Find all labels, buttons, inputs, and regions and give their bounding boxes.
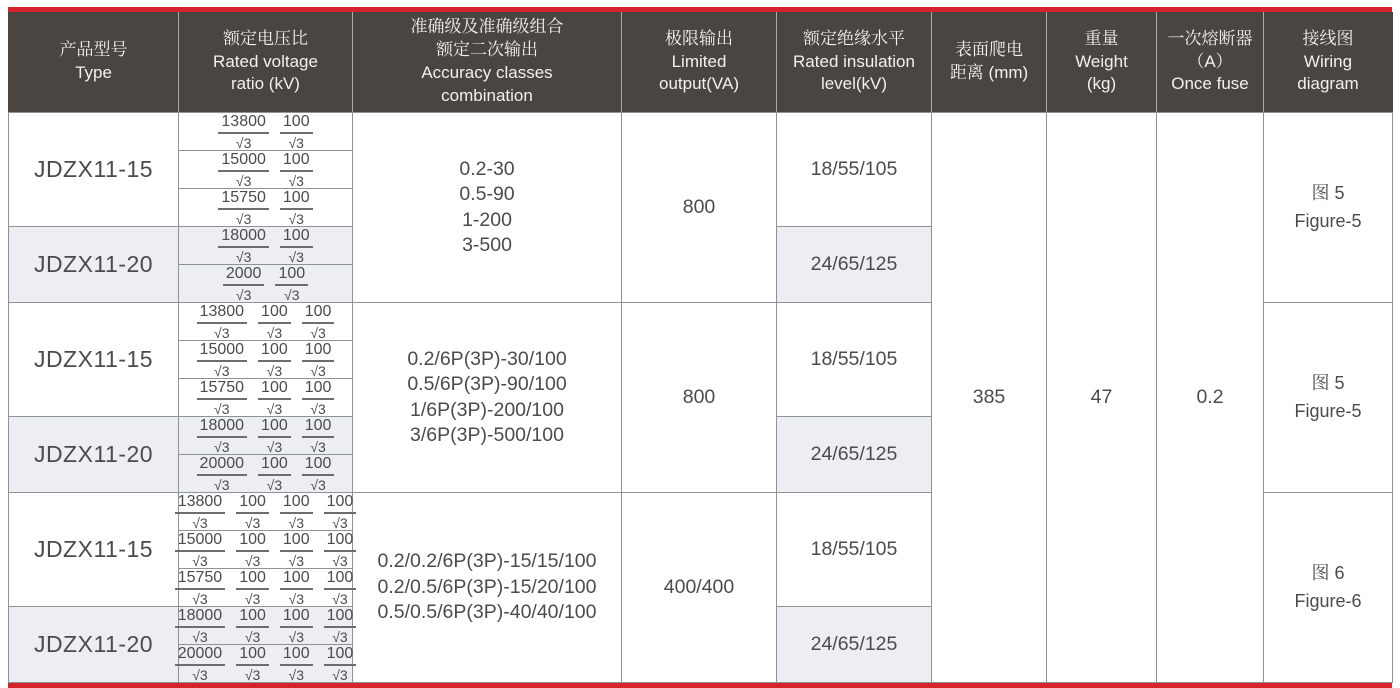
ratio-cell bbox=[179, 531, 353, 569]
ratio-fraction bbox=[324, 607, 357, 644]
fraction-numerator: 100 bbox=[302, 455, 335, 476]
ratio-fraction bbox=[223, 265, 265, 302]
fraction-denominator: √3 bbox=[288, 591, 304, 607]
ratio-fraction bbox=[280, 531, 313, 568]
fraction-denominator: √3 bbox=[192, 553, 208, 569]
ratio-fraction bbox=[280, 569, 313, 606]
ratio-cell bbox=[179, 265, 353, 303]
ratio-fraction bbox=[197, 417, 248, 454]
output-cell: 800 bbox=[622, 303, 777, 493]
fraction-numerator: 18000 bbox=[218, 227, 269, 248]
ratio-fraction bbox=[236, 531, 269, 568]
fraction-numerator: 100 bbox=[275, 265, 308, 286]
col-header-fuse bbox=[1157, 12, 1264, 113]
fraction-numerator: 100 bbox=[236, 493, 269, 514]
fraction-denominator: √3 bbox=[244, 591, 261, 607]
type-cell: JDZX11-20 bbox=[9, 227, 179, 303]
ratio-cell bbox=[179, 113, 353, 151]
ratio-fraction bbox=[280, 493, 313, 530]
ratio-cell bbox=[179, 227, 353, 265]
ratio-fraction bbox=[280, 151, 313, 188]
accuracy-line: 0.2/0.2/6P(3P)-15/15/100 bbox=[377, 550, 597, 573]
fraction-denominator: √3 bbox=[310, 477, 326, 493]
accuracy-cell bbox=[353, 303, 622, 493]
ratio-fraction bbox=[324, 531, 357, 568]
ratio-fraction bbox=[175, 645, 226, 682]
ratio-fraction bbox=[302, 455, 335, 492]
insulation-cell: 18/55/105 bbox=[777, 493, 932, 607]
fraction-numerator: 100 bbox=[236, 531, 269, 552]
ratio-fraction bbox=[280, 607, 313, 644]
voltage-ratio bbox=[177, 607, 354, 645]
creepage-cell: 385 bbox=[932, 113, 1047, 683]
col-header-line: Rated voltage bbox=[213, 51, 318, 71]
datasheet-page bbox=[8, 7, 1392, 688]
fraction-numerator: 100 bbox=[324, 493, 357, 514]
fraction-numerator: 100 bbox=[280, 607, 313, 628]
accuracy-line: 0.2-30 bbox=[459, 157, 515, 180]
fraction-numerator: 100 bbox=[302, 417, 335, 438]
fraction-denominator: √3 bbox=[214, 401, 230, 417]
fraction-numerator: 15750 bbox=[218, 189, 269, 210]
ratio-fraction bbox=[236, 645, 269, 682]
ratio-fraction bbox=[175, 607, 226, 644]
fraction-denominator: √3 bbox=[266, 401, 283, 417]
col-header-line: Wiring bbox=[1303, 51, 1353, 71]
col-header-wiring bbox=[1264, 12, 1393, 113]
ratio-cell bbox=[179, 569, 353, 607]
fraction-numerator: 18000 bbox=[197, 417, 248, 438]
accuracy-cell bbox=[353, 493, 622, 683]
fraction-denominator: √3 bbox=[192, 591, 208, 607]
voltage-ratio bbox=[181, 113, 350, 150]
col-header-type bbox=[9, 12, 179, 113]
ratio-fraction bbox=[280, 189, 313, 226]
ratio-fraction bbox=[197, 341, 248, 378]
accuracy-line: 0.5-90 bbox=[459, 183, 515, 206]
accuracy-line: 1-200 bbox=[462, 208, 512, 231]
type-cell: JDZX11-15 bbox=[9, 113, 179, 227]
voltage-ratio bbox=[181, 151, 350, 188]
fraction-numerator: 15000 bbox=[218, 151, 269, 172]
type-cell: JDZX11-20 bbox=[9, 607, 179, 683]
fraction-numerator: 100 bbox=[258, 455, 291, 476]
col-header-line: 表面爬电 bbox=[955, 40, 1023, 60]
fraction-denominator: √3 bbox=[235, 287, 252, 303]
col-header-output bbox=[622, 12, 777, 113]
col-header-accuracy bbox=[353, 12, 622, 113]
col-header-line: 重量 bbox=[1084, 28, 1119, 48]
voltage-ratio bbox=[177, 569, 354, 607]
ratio-cell bbox=[179, 493, 353, 531]
ratio-fraction bbox=[175, 531, 226, 568]
ratio-fraction bbox=[218, 113, 269, 150]
ratio-cell bbox=[179, 645, 353, 683]
fraction-numerator: 13800 bbox=[197, 303, 248, 324]
ratio-cell bbox=[179, 341, 353, 379]
ratio-cell bbox=[179, 303, 353, 341]
fraction-denominator: √3 bbox=[235, 211, 252, 227]
fraction-denominator: √3 bbox=[332, 553, 348, 569]
fraction-denominator: √3 bbox=[310, 363, 326, 379]
ratio-fraction bbox=[218, 151, 269, 188]
fraction-numerator: 15000 bbox=[197, 341, 248, 362]
col-header-line: combination bbox=[441, 85, 533, 105]
fraction-numerator: 100 bbox=[324, 607, 357, 628]
col-header-line: Accuracy classes bbox=[421, 63, 553, 82]
ratio-cell bbox=[179, 607, 353, 645]
ratio-fraction bbox=[218, 227, 269, 264]
fraction-numerator: 100 bbox=[280, 227, 313, 248]
fraction-denominator: √3 bbox=[244, 629, 261, 645]
fraction-numerator: 20000 bbox=[175, 645, 226, 666]
fraction-numerator: 15750 bbox=[175, 569, 226, 590]
fraction-denominator: √3 bbox=[235, 249, 252, 265]
col-header-line: Rated insulation bbox=[793, 51, 915, 71]
accuracy-line: 1/6P(3P)-200/100 bbox=[410, 398, 564, 421]
ratio-fraction bbox=[258, 417, 291, 454]
ratio-fraction bbox=[258, 455, 291, 492]
ratio-fraction bbox=[302, 341, 335, 378]
fraction-denominator: √3 bbox=[288, 173, 304, 189]
ratio-fraction bbox=[302, 379, 335, 416]
ratio-fraction bbox=[280, 113, 313, 150]
type-cell: JDZX11-15 bbox=[9, 493, 179, 607]
wiring-diagram-line: Figure-6 bbox=[1294, 590, 1362, 611]
fraction-numerator: 100 bbox=[324, 645, 357, 666]
fraction-numerator: 100 bbox=[236, 645, 269, 666]
fraction-denominator: √3 bbox=[192, 515, 208, 531]
ratio-fraction bbox=[324, 645, 357, 682]
wiring-diagram-line: Figure-5 bbox=[1294, 210, 1362, 231]
fraction-denominator: √3 bbox=[214, 439, 230, 455]
fraction-denominator: √3 bbox=[332, 667, 348, 683]
voltage-ratio bbox=[181, 455, 350, 492]
ratio-fraction bbox=[236, 569, 269, 606]
fraction-denominator: √3 bbox=[288, 249, 304, 265]
fraction-numerator: 100 bbox=[280, 531, 313, 552]
fraction-denominator: √3 bbox=[266, 325, 283, 341]
voltage-ratio bbox=[181, 379, 350, 416]
ratio-fraction bbox=[236, 493, 269, 530]
voltage-ratio bbox=[181, 417, 350, 454]
col-header-line: Type bbox=[75, 63, 112, 82]
fraction-numerator: 100 bbox=[324, 531, 357, 552]
fraction-numerator: 100 bbox=[324, 569, 357, 590]
col-header-line: Weight bbox=[1075, 51, 1128, 71]
col-header-insulation bbox=[777, 12, 932, 113]
ratio-fraction bbox=[258, 303, 291, 340]
fraction-numerator: 100 bbox=[302, 341, 335, 362]
ratio-fraction bbox=[197, 303, 248, 340]
insulation-cell: 18/55/105 bbox=[777, 303, 932, 417]
insulation-cell: 24/65/125 bbox=[777, 417, 932, 493]
voltage-ratio bbox=[177, 645, 354, 683]
fraction-denominator: √3 bbox=[288, 667, 304, 683]
accuracy-cell bbox=[353, 113, 622, 303]
ratio-cell bbox=[179, 151, 353, 189]
fraction-denominator: √3 bbox=[214, 363, 230, 379]
fraction-numerator: 13800 bbox=[218, 113, 269, 134]
accuracy-line: 0.5/0.5/6P(3P)-40/40/100 bbox=[377, 601, 597, 624]
ratio-fraction bbox=[175, 493, 226, 530]
fraction-denominator: √3 bbox=[288, 553, 304, 569]
voltage-ratio bbox=[181, 227, 350, 264]
wiring-diagram-cell bbox=[1264, 303, 1393, 493]
accuracy-line: 3-500 bbox=[462, 233, 512, 256]
fraction-denominator: √3 bbox=[235, 173, 252, 189]
type-cell: JDZX11-20 bbox=[9, 417, 179, 493]
fraction-numerator: 100 bbox=[280, 189, 313, 210]
voltage-ratio bbox=[177, 531, 354, 569]
fraction-denominator: √3 bbox=[244, 553, 261, 569]
fraction-numerator: 100 bbox=[280, 493, 313, 514]
fraction-numerator: 100 bbox=[280, 569, 313, 590]
col-header-line: 接线图 bbox=[1302, 28, 1354, 48]
table-row bbox=[9, 113, 1393, 151]
ratio-cell bbox=[179, 379, 353, 417]
fraction-denominator: √3 bbox=[310, 401, 326, 417]
ratio-fraction bbox=[236, 607, 269, 644]
ratio-fraction bbox=[197, 379, 248, 416]
fraction-numerator: 100 bbox=[258, 341, 291, 362]
fraction-numerator: 20000 bbox=[197, 455, 248, 476]
col-header-creepage bbox=[932, 12, 1047, 113]
col-header-line: 准确级及准确级组合 bbox=[410, 17, 564, 37]
fraction-numerator: 100 bbox=[280, 113, 313, 134]
ratio-fraction bbox=[258, 379, 291, 416]
fraction-denominator: √3 bbox=[266, 439, 283, 455]
table-header bbox=[9, 12, 1393, 113]
weight-cell: 47 bbox=[1047, 113, 1157, 683]
output-cell: 800 bbox=[622, 113, 777, 303]
col-header-line: level(kV) bbox=[820, 74, 888, 94]
fraction-numerator: 100 bbox=[280, 151, 313, 172]
output-cell: 400/400 bbox=[622, 493, 777, 683]
ratio-fraction bbox=[324, 493, 357, 530]
col-header-line: 额定二次输出 bbox=[436, 40, 538, 60]
col-header-line: 极限输出 bbox=[665, 28, 733, 48]
fraction-denominator: √3 bbox=[214, 477, 230, 493]
ratio-cell bbox=[179, 455, 353, 493]
fraction-denominator: √3 bbox=[310, 325, 326, 341]
fraction-numerator: 100 bbox=[236, 569, 269, 590]
fraction-numerator: 100 bbox=[258, 417, 291, 438]
fraction-denominator: √3 bbox=[332, 629, 348, 645]
ratio-fraction bbox=[280, 227, 313, 264]
bottom-red-rule bbox=[8, 683, 1392, 688]
col-header-ratio bbox=[179, 12, 353, 113]
insulation-cell: 24/65/125 bbox=[777, 607, 932, 683]
fuse-cell: 0.2 bbox=[1157, 113, 1264, 683]
fraction-numerator: 100 bbox=[280, 645, 313, 666]
fraction-denominator: √3 bbox=[244, 515, 261, 531]
fraction-denominator: √3 bbox=[288, 515, 304, 531]
ratio-fraction bbox=[302, 303, 335, 340]
col-header-line: 一次熔断器 bbox=[1167, 28, 1253, 48]
fraction-denominator: √3 bbox=[288, 629, 304, 645]
fraction-denominator: √3 bbox=[332, 591, 348, 607]
wiring-diagram-line: 图 5 bbox=[1311, 182, 1345, 203]
fraction-denominator: √3 bbox=[332, 515, 348, 531]
wiring-diagram-cell bbox=[1264, 113, 1393, 303]
col-header-line: 额定电压比 bbox=[223, 28, 308, 48]
col-header-line: 额定绝缘水平 bbox=[803, 28, 905, 48]
ratio-fraction bbox=[258, 341, 291, 378]
col-header-line: （A） bbox=[1187, 51, 1233, 71]
fraction-denominator: √3 bbox=[192, 629, 208, 645]
fraction-numerator: 100 bbox=[302, 379, 335, 400]
insulation-cell: 24/65/125 bbox=[777, 227, 932, 303]
fraction-denominator: √3 bbox=[288, 135, 304, 151]
fraction-denominator: √3 bbox=[284, 287, 300, 303]
voltage-ratio bbox=[181, 341, 350, 378]
fraction-denominator: √3 bbox=[266, 363, 283, 379]
fraction-denominator: √3 bbox=[192, 667, 208, 683]
voltage-ratio bbox=[177, 493, 354, 531]
fraction-numerator: 100 bbox=[258, 303, 291, 324]
fraction-numerator: 2000 bbox=[223, 265, 265, 286]
fraction-denominator: √3 bbox=[266, 477, 283, 493]
voltage-ratio bbox=[181, 303, 350, 340]
ratio-fraction bbox=[175, 569, 226, 606]
ratio-fraction bbox=[275, 265, 308, 302]
col-header-line: Once fuse bbox=[1171, 74, 1249, 94]
ratio-cell bbox=[179, 417, 353, 455]
accuracy-line: 0.2/6P(3P)-30/100 bbox=[407, 347, 567, 370]
fraction-denominator: √3 bbox=[244, 667, 261, 683]
ratio-fraction bbox=[218, 189, 269, 226]
col-header-line: Limited bbox=[671, 51, 727, 71]
ratio-fraction bbox=[302, 417, 335, 454]
col-header-line: diagram bbox=[1297, 74, 1359, 94]
fraction-numerator: 15000 bbox=[175, 531, 226, 552]
col-header-weight bbox=[1047, 12, 1157, 113]
wiring-diagram-line: 图 6 bbox=[1311, 562, 1345, 583]
type-cell: JDZX11-15 bbox=[9, 303, 179, 417]
fraction-numerator: 18000 bbox=[175, 607, 226, 628]
accuracy-line: 0.5/6P(3P)-90/100 bbox=[407, 373, 567, 396]
wiring-diagram-line: Figure-5 bbox=[1294, 400, 1362, 421]
col-header-line: output(VA) bbox=[658, 74, 739, 94]
voltage-ratio bbox=[181, 189, 350, 226]
fraction-denominator: √3 bbox=[214, 325, 230, 341]
fraction-numerator: 100 bbox=[258, 379, 291, 400]
accuracy-line: 3/6P(3P)-500/100 bbox=[410, 423, 564, 446]
wiring-diagram-line: 图 5 bbox=[1311, 372, 1345, 393]
fraction-numerator: 100 bbox=[302, 303, 335, 324]
col-header-line: ratio (kV) bbox=[231, 74, 300, 94]
wiring-diagram-cell bbox=[1264, 493, 1393, 683]
fraction-numerator: 15750 bbox=[197, 379, 248, 400]
fraction-denominator: √3 bbox=[235, 135, 252, 151]
fraction-denominator: √3 bbox=[288, 211, 304, 227]
col-header-line: 距离 (mm) bbox=[949, 63, 1029, 82]
ratio-fraction bbox=[197, 455, 248, 492]
voltage-ratio bbox=[181, 265, 350, 302]
fraction-numerator: 100 bbox=[236, 607, 269, 628]
ratio-fraction bbox=[324, 569, 357, 606]
fraction-numerator: 13800 bbox=[175, 493, 226, 514]
spec-table bbox=[8, 12, 1393, 683]
fraction-denominator: √3 bbox=[310, 439, 326, 455]
col-header-line: 产品型号 bbox=[59, 40, 128, 60]
col-header-line: (kg) bbox=[1086, 74, 1117, 94]
accuracy-line: 0.2/0.5/6P(3P)-15/20/100 bbox=[377, 575, 597, 598]
ratio-cell bbox=[179, 189, 353, 227]
insulation-cell: 18/55/105 bbox=[777, 113, 932, 227]
ratio-fraction bbox=[280, 645, 313, 682]
